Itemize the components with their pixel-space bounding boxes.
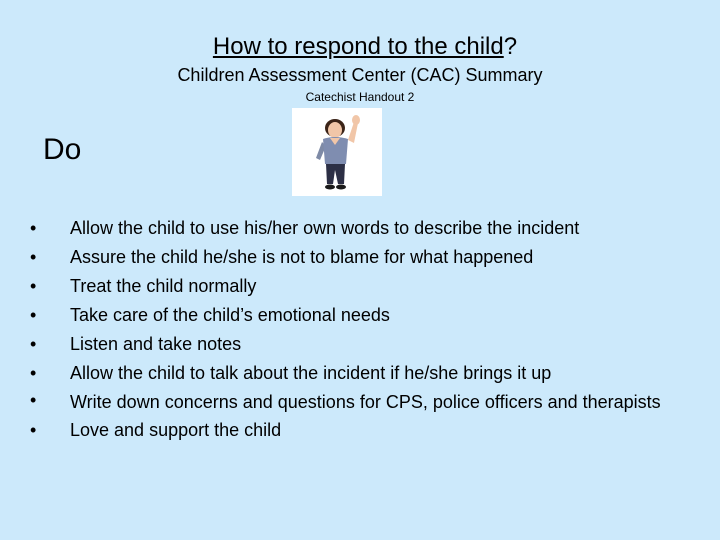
list-item bbox=[30, 330, 670, 359]
list-item bbox=[30, 416, 670, 445]
handout-label: Catechist Handout 2 bbox=[305, 90, 415, 104]
slide-title-link[interactable]: How to respond to the child bbox=[212, 33, 504, 60]
woman-waving-illustration bbox=[292, 108, 382, 196]
list-item-text: Listen and take notes bbox=[70, 334, 242, 354]
bullet-icon: • bbox=[30, 390, 37, 410]
slide-subtitle: Children Assessment Center (CAC) Summary bbox=[177, 65, 543, 85]
bullet-icon: • bbox=[30, 276, 37, 296]
bullet-icon: • bbox=[30, 247, 37, 267]
list-item-text: Love and support the child bbox=[70, 420, 282, 440]
bullet-icon: • bbox=[30, 420, 37, 440]
list-item bbox=[30, 388, 670, 416]
bullet-icon: • bbox=[30, 363, 37, 383]
list-item-text: Take care of the child’s emotional needs bbox=[70, 305, 390, 325]
list-item bbox=[30, 272, 670, 301]
bullet-list bbox=[30, 214, 670, 445]
list-item-text: Allow the child to use his/her own words to describe the incident bbox=[70, 218, 580, 238]
list-item-text: Write down concerns and questions for CPS, police officers and therapists bbox=[70, 392, 661, 412]
list-item-text: Assure the child he/she is not to blame for what happened bbox=[70, 247, 534, 267]
list-item bbox=[30, 301, 670, 330]
bullet-icon: • bbox=[30, 218, 37, 238]
bullet-icon: • bbox=[30, 334, 37, 354]
list-item-text: Allow the child to talk about the incident if he/she brings it up bbox=[70, 363, 552, 383]
section-heading: Do bbox=[43, 133, 82, 166]
list-item bbox=[30, 243, 670, 272]
bullet-icon: • bbox=[30, 305, 37, 325]
woman-waving-photo bbox=[292, 108, 382, 196]
list-item-text: Treat the child normally bbox=[70, 276, 257, 296]
list-item bbox=[30, 214, 670, 243]
list-item bbox=[30, 359, 670, 388]
slide-title-suffix: ? bbox=[503, 33, 518, 60]
slide-title bbox=[0, 32, 720, 62]
